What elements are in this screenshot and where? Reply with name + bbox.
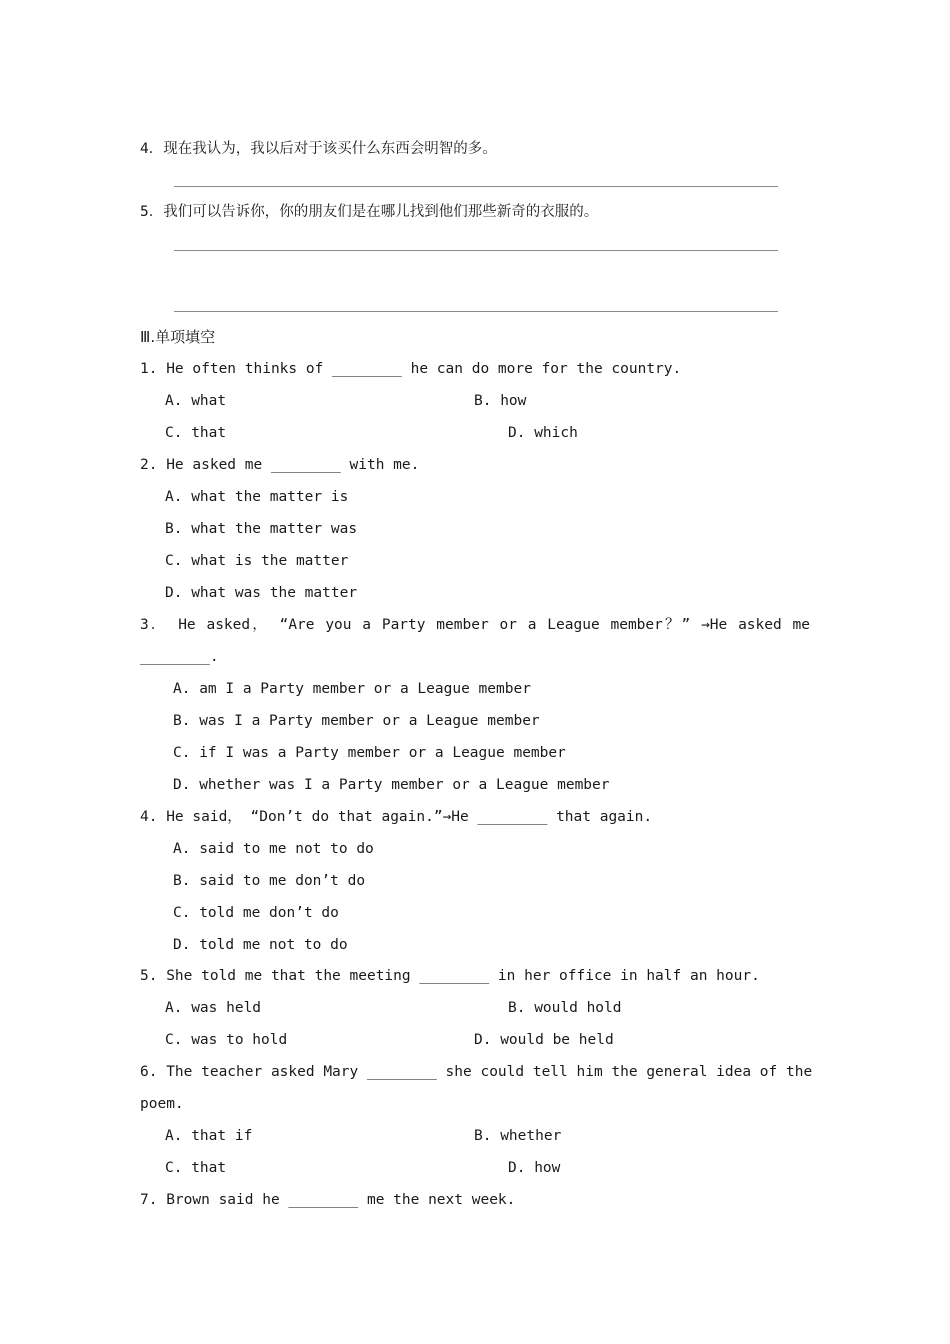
q4-option-a: A. said to me not to do [173, 841, 374, 857]
q2-option-c: C. what is the matter [165, 553, 349, 569]
q2-option-b: B. what the matter was [165, 521, 358, 537]
q5-stem: 5. She told me that the meeting ________ in her office in half an hour. [140, 968, 760, 984]
q5-option-c: C. was to hold [165, 1032, 288, 1048]
q6-stem-line1: 6. The teacher asked Mary ________ she could tell him the general idea of the [140, 1064, 813, 1080]
q4-option-b: B. said to me don’t do [173, 873, 366, 889]
q1-option-d: D. which [508, 425, 578, 441]
q3-option-d: D. whether was I a Party member or a League member [173, 777, 610, 793]
q6-stem-line2: poem. [140, 1096, 184, 1112]
translation-q5: 5．我们可以告诉你，你的朋友们是在哪儿找到他们那些新奇的衣服的。 [140, 204, 599, 220]
q2-option-d: D. what was the matter [165, 585, 358, 601]
q1-option-b: B. how [474, 393, 527, 409]
q4-stem: 4. He said， “Don’t do that again.”→He ________ that again. [140, 809, 653, 825]
answer-line-q5-2 [174, 311, 778, 312]
q2-option-a: A. what the matter is [165, 489, 349, 505]
answer-line-q5-1 [174, 250, 778, 251]
q7-stem: 7. Brown said he ________ me the next week. [140, 1192, 516, 1208]
q6-option-b: B. whether [474, 1128, 562, 1144]
translation-q4: 4．现在我认为，我以后对于该买什么东西会明智的多。 [140, 141, 497, 157]
section-title: Ⅲ.单项填空 [140, 328, 216, 346]
q1-option-c: C. that [165, 425, 227, 441]
q6-option-c: C. that [165, 1160, 227, 1176]
q3-option-c: C. if I was a Party member or a League member [173, 745, 566, 761]
q2-stem: 2. He asked me ________ with me. [140, 457, 420, 473]
q3-stem-line1: 3． He asked， “Are you a Party member or a League member？” →He asked me [140, 617, 810, 633]
q3-stem-line2: ________. [140, 649, 219, 665]
q3-option-a: A. am I a Party member or a League member [173, 681, 531, 697]
q1-stem: 1. He often thinks of ________ he can do more for the country. [140, 361, 682, 377]
q5-option-d: D. would be held [474, 1032, 614, 1048]
q3-option-b: B. was I a Party member or a League member [173, 713, 540, 729]
q4-option-d: D. told me not to do [173, 937, 348, 953]
q4-option-c: C. told me don’t do [173, 905, 339, 921]
q5-option-b: B. would hold [508, 1000, 622, 1016]
q5-option-a: A. was held [165, 1000, 262, 1016]
answer-line-q4 [174, 186, 778, 187]
q6-option-d: D. how [508, 1160, 561, 1176]
q1-option-a: A. what [165, 393, 227, 409]
q6-option-a: A. that if [165, 1128, 253, 1144]
